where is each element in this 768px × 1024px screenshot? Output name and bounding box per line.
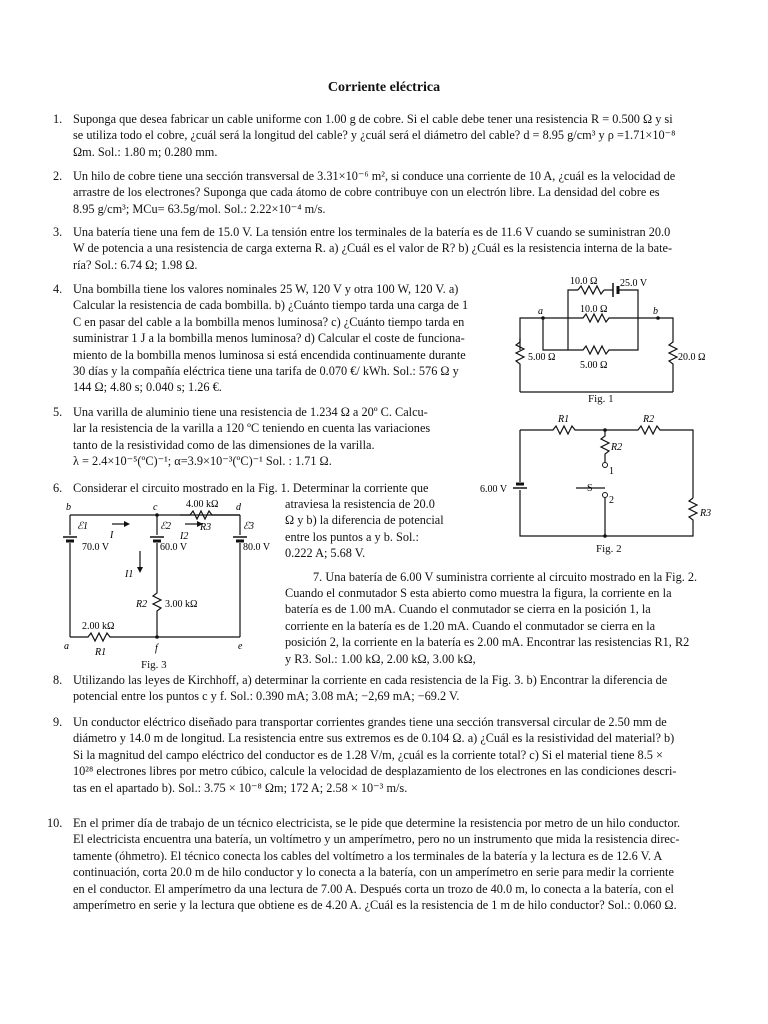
line: amperímetro en serie y la lectura que obtiene es de 4.20 A. ¿Cuál es la resistencia de 1 m de hilo conductor? Sol.: 0.060 Ω. <box>73 898 677 913</box>
line: En el primer día de trabajo de un técnico electricista, se le pide que determine la resistencia por metro de un hilo conductor. <box>73 816 681 830</box>
line: suministrar 1 J a la bombilla menos luminosa? d) Calcular el coste de funciona- <box>73 331 465 346</box>
problem-2: 2. Un hilo de cobre tiene una sección transversal de 3.31×10⁻⁶ m², si conduce una corriente de 10 A, ¿cuál es la velocidad de arrastre de los electrones? Suponga que cada átomo de cobre contribuye con un electrón libre. La densidad del cobre es 8.95 g/cm³; MCu= 63.5g/mol. Sol.: 2.22×10⁻⁴ m/s. <box>53 169 676 216</box>
fig1-r-bot-label: 5.00 Ω <box>580 360 608 371</box>
fig2-r1-label: R1 <box>558 414 570 425</box>
line: Ωm. Sol.: 1.80 m; 0.280 mm. <box>73 144 218 159</box>
line: y R3. Sol.: 1.00 kΩ, 2.00 kΩ, 3.00 kΩ, <box>285 651 476 666</box>
line: tas en el apartado b). Sol.: 3.75 × 10⁻⁸ Ωm; 172 A; 2.58 × 10⁻³ m/s. <box>73 780 408 795</box>
line: 0.222 A; 5.68 V. <box>285 546 366 561</box>
fig2-r3-label: R3 <box>700 508 712 519</box>
line: Utilizando las leyes de Kirchhoff, a) determinar la corriente en cada resistencia de la Fig. 3. b) Encontrar la diferencia de <box>73 673 668 687</box>
line: ría? Sol.: 6.74 Ω; 1.98 Ω. <box>73 257 198 272</box>
fig3-point-d: d <box>236 502 241 513</box>
line: Un hilo de cobre tiene una sección transversal de 3.31×10⁻⁶ m², si conduce una corriente de 10 A, ¿cuál es la velocidad de <box>73 169 676 183</box>
figure-1-circuit <box>508 272 718 404</box>
line: arrastre de los electrones? Suponga que cada átomo de cobre contribuye con un electrón libre. La densidad del cobre es <box>73 185 660 200</box>
line: Una varilla de aluminio tiene una resistencia de 1.234 Ω a 20º C. Calcu- <box>73 405 428 419</box>
line: Considerar el circuito mostrado en la Fig. 1. Determinar la corriente que <box>73 481 429 495</box>
line: El electricista encuentra una batería, un voltímetro y un amperímetro, pero no un instrumento que mida la resistencia direc- <box>73 832 680 847</box>
fig2-r2-label: R2 <box>643 414 655 425</box>
line: Un conductor eléctrico diseñado para transportar corrientes grandes tiene una sección transversal circular de 2.50 mm de <box>73 715 667 729</box>
fig3-i-label: I <box>110 530 114 541</box>
fig3-point-c: c <box>153 502 158 513</box>
fig3-point-a: a <box>64 641 69 652</box>
line: tamente (óhmetro). El técnico conecta los cables del voltímetro a los terminales de la batería y la lectura es de 12.6 V. A <box>73 848 663 863</box>
figure-3-caption: Fig. 3 <box>141 659 167 671</box>
line: atraviesa la resistencia de 20.0 <box>285 497 435 511</box>
fig3-e2-label: ℰ2 <box>160 521 172 532</box>
fig3-r3v-label: 4.00 kΩ <box>186 499 219 510</box>
fig2-emf-label: 6.00 V <box>480 484 508 495</box>
line: en el conductor. El amperímetro da una lectura de 7.00 A. Después corta un trozo de 40.0 m, lo conecta a la batería, con el <box>73 881 674 896</box>
fig3-v2-label: 60.0 V <box>160 542 188 553</box>
line: potencial entre los puntos c y f. Sol.: 0.390 mA; 3.08 mA; −2,69 mA; −69.2 V. <box>73 689 460 704</box>
problem-7-cont <box>285 585 713 667</box>
problem-10: 10. En el primer día de trabajo de un técnico electricista, se le pide que determine la resistencia por metro de un hilo conductor. El electricista encuentra una batería, un voltímetro y un amperímetro, pero no un instrumento que mida la resistencia direc- tamente (óhmetro). El técnico conecta los cables del voltímetro a los terminales de la batería y la lectura es de 12.6 V. A continuación, corta 20.0 m de hilo conductor y lo conecta a la batería, con un amperímetro en serie para medir la corriente en el conductor. El amperímetro da una lectura de 7.00 A. Después corta un trozo de 40.0 m, lo conecta a la batería, con el amperímetro en serie y la lectura que obtiene es de 4.20 A. ¿Cuál es la resistencia de 1 m de hilo conductor? Sol.: 0.060 Ω. <box>47 816 681 913</box>
fig2-r2-label-vert: R2 <box>611 442 623 453</box>
problem-6-cont <box>285 496 455 562</box>
fig3-e1-label: ℰ1 <box>77 521 89 532</box>
line: 8.95 g/cm³; MCu= 63.5g/mol. Sol.: 2.22×10⁻⁴ m/s. <box>73 201 326 216</box>
fig3-v1-label: 70.0 V <box>82 542 110 553</box>
problem-7: 7. Una batería de 6.00 V suministra corriente al circuito mostrado en la Fig. 2. <box>313 570 698 584</box>
line: Una bombilla tiene los valores nominales 25 W, 120 V y otra 100 W, 120 V. a) <box>73 282 459 296</box>
problem-8: 8. Utilizando las leyes de Kirchhoff, a) determinar la corriente en cada resistencia de la Fig. 3. b) Encontrar la diferencia de potencial entre los puntos c y f. Sol.: 0.390 mA; 3.08 mA; −2,69 mA; −69.2 V. <box>53 673 668 704</box>
line: diámetro y 14.0 m de longitud. La resistencia entre sus extremos es de 0.104 Ω. a) ¿Cuál es la resistividad del material? b) <box>73 731 675 746</box>
fig3-r2-label: R2 <box>136 599 148 610</box>
line: batería es de 1.00 mA. Cuando el conmutador se cierra en la posición 1, la <box>285 602 651 617</box>
line: corriente en la batería es de 1.20 mA. Cuando el conmutador se cierra en la <box>285 618 656 633</box>
line: Calcular la resistencia de cada bombilla. b) ¿Cuánto tiempo tarda una carga de 1 <box>73 298 469 313</box>
line: Cuando el conmutador S esta abierto como muestra la figura, la corriente en la <box>285 586 672 600</box>
figure-1-caption: Fig. 1 <box>588 393 614 405</box>
problem-6: 6. Considerar el circuito mostrado en la Fig. 1. Determinar la corriente que <box>53 481 429 495</box>
fig1-r-mid-label: 10.0 Ω <box>580 304 608 315</box>
line: lar la resistencia de la varilla a 120 ºC teniendo en cuenta las variaciones <box>73 421 431 436</box>
fig3-r3-label: R3 <box>200 522 212 533</box>
fig3-r1-label: R1 <box>95 647 107 658</box>
line: Si la magnitud del campo eléctrico del conductor es de 1.28 V/m, ¿cuál es la corriente total? c) Si el material tiene 8.5 × <box>73 747 663 762</box>
fig1-point-a: a <box>538 306 543 317</box>
figure-3-circuit <box>60 497 285 667</box>
fig3-v3-label: 80.0 V <box>243 542 271 553</box>
line: miento de la bombilla menos luminosa si está encendida continuamente durante <box>73 347 466 362</box>
problem-1: 1. Suponga que desea fabricar un cable uniforme con 1.00 g de cobre. Si el cable debe tener una resistencia R = 0.500 Ω y si se utiliza todo el cobre, ¿cuál será la longitud del cable? y ¿cuál será el diámetro del cable? d = 8.95 g/cm³ y ρ =1.71×10⁻⁸ Ωm. Sol.: 1.80 m; 0.280 mm. <box>53 112 676 159</box>
line: Una batería de 6.00 V suministra corriente al circuito mostrado en la Fig. 2. <box>325 570 698 584</box>
fig3-point-b: b <box>66 502 71 513</box>
figure-2-caption: Fig. 2 <box>596 543 622 555</box>
line: λ = 2.4×10⁻⁵(ºC)⁻¹; α=3.9×10⁻³(ºC)⁻¹ Sol. : 1.71 Ω. <box>73 454 332 469</box>
line: C en pasar del cable a la bombilla menos luminosa? c) ¿Cuánto tiempo tarda en <box>73 314 465 329</box>
problem-5: 5. Una varilla de aluminio tiene una resistencia de 1.234 Ω a 20º C. Calcu- lar la resistencia de la varilla a 120 ºC teniendo en cuenta las variaciones tanto de la resistividad como de las dimensiones de la varilla. λ = 2.4×10⁻⁵(ºC)⁻¹; α=3.9×10⁻³(ºC)⁻¹ Sol. : 1.71 Ω. <box>53 405 431 469</box>
line: Una batería tiene una fem de 15.0 V. La tensión entre los terminales de la batería es de 11.6 V cuando se suministran 20.0 <box>73 225 671 239</box>
fig2-pos2-label: 2 <box>609 495 614 506</box>
fig1-r-top-label: 10.0 Ω <box>570 276 598 287</box>
problem-9: 9. Un conductor eléctrico diseñado para transportar corrientes grandes tiene una sección transversal circular de 2.50 mm de diámetro y 14.0 m de longitud. La resistencia entre sus extremos es de 0.104 Ω. a) ¿Cuál es la resistividad del material? b) Si la magnitud del campo eléctrico del conductor es de 1.28 V/m, ¿cuál es la corriente total? c) Si el material tiene 8.5 × 10²⁸ electrones libres por metro cúbico, calcule la velocidad de desplazamiento de los electrones en las condiciones descri- tas en el apartado b). Sol.: 3.75 × 10⁻⁸ Ωm; 172 A; 2.58 × 10⁻³ m/s. <box>53 715 677 795</box>
line: posición 2, la corriente en la batería es 2.00 mA. Encontrar las resistencias R1, R2 <box>285 635 690 650</box>
fig3-i1-label: I1 <box>125 569 134 580</box>
page-title: Corriente eléctrica <box>327 80 441 95</box>
line: 10²⁸ electrones libres por metro cúbico, calcule la velocidad de desplazamiento de los electrones en las condiciones descri- <box>73 764 677 779</box>
problem-4: 4. Una bombilla tiene los valores nominales 25 W, 120 V y otra 100 W, 120 V. a) Calcular la resistencia de cada bombilla. b) ¿Cuánto tiempo tarda una carga de 1 C en pasar del cable a la bombilla menos luminosa? c) ¿Cuánto tiempo tarda en suministrar 1 J a la bombilla menos luminosa? d) Calcular el coste de funciona- miento de la bombilla menos luminosa si está encendida continuamente durante 30 días y la compañía eléctrica tiene una tarifa de 0.070 €/ kWh. Sol.: 576 Ω y 144 Ω; 4.80 s; 0.040 s; 1.26 €. <box>53 282 469 395</box>
fig1-point-b: b <box>653 306 658 317</box>
fig3-e3-label: ℰ3 <box>243 521 255 532</box>
problem-3: 3. Una batería tiene una fem de 15.0 V. La tensión entre los terminales de la batería es de 11.6 V cuando se suministran 20.0 W de potencia a una resistencia de carga externa R. a) ¿Cuál es el valor de R? b) ¿Cuál es la resistencia interna de la bate- ría? Sol.: 6.74 Ω; 1.98 Ω. <box>53 225 673 272</box>
fig3-i2-label: I2 <box>180 531 189 542</box>
line: 144 Ω; 4.80 s; 0.040 s; 1.26 €. <box>73 380 222 395</box>
line: 30 días y la compañía eléctrica tiene una tarifa de 0.070 €/ kWh. Sol.: 576 Ω y <box>73 364 459 379</box>
fig3-r2v-label: 3.00 kΩ <box>165 599 198 610</box>
line: Ω y b) la diferencia de potencial <box>285 513 444 528</box>
fig1-r-left-label: 5.00 Ω <box>528 352 556 363</box>
fig1-r-right-label: 20.0 Ω <box>678 352 706 363</box>
line: continuación, corta 20.0 m de hilo conductor y lo conecta a la batería, con un amperímetro en serie para medir la corriente <box>73 865 674 880</box>
fig3-point-f: f <box>155 643 158 654</box>
line: se utiliza todo el cobre, ¿cuál será la longitud del cable? y ¿cuál será el diámetro del cable? d = 8.95 g/cm³ y ρ =1.71×10⁻⁸ <box>73 128 676 143</box>
line: tanto de la resistividad como de las dimensiones de la varilla. <box>73 437 375 452</box>
fig2-switch-label: S <box>587 483 593 494</box>
figure-2-circuit <box>480 408 718 544</box>
line: entre los puntos a y b. Sol.: <box>285 529 419 544</box>
fig2-pos1-label: 1 <box>609 466 614 477</box>
line: Suponga que desea fabricar un cable uniforme con 1.00 g de cobre. Si el cable debe tener una resistencia R = 0.500 Ω y si <box>73 112 673 126</box>
fig3-point-e: e <box>238 641 243 652</box>
fig1-emf-label: 25.0 V <box>620 278 648 289</box>
fig3-r1v-label: 2.00 kΩ <box>82 621 115 632</box>
line: W de potencia a una resistencia de carga externa R. a) ¿Cuál es el valor de R? b) ¿Cuál es la resistencia interna de la bate- <box>73 241 673 256</box>
